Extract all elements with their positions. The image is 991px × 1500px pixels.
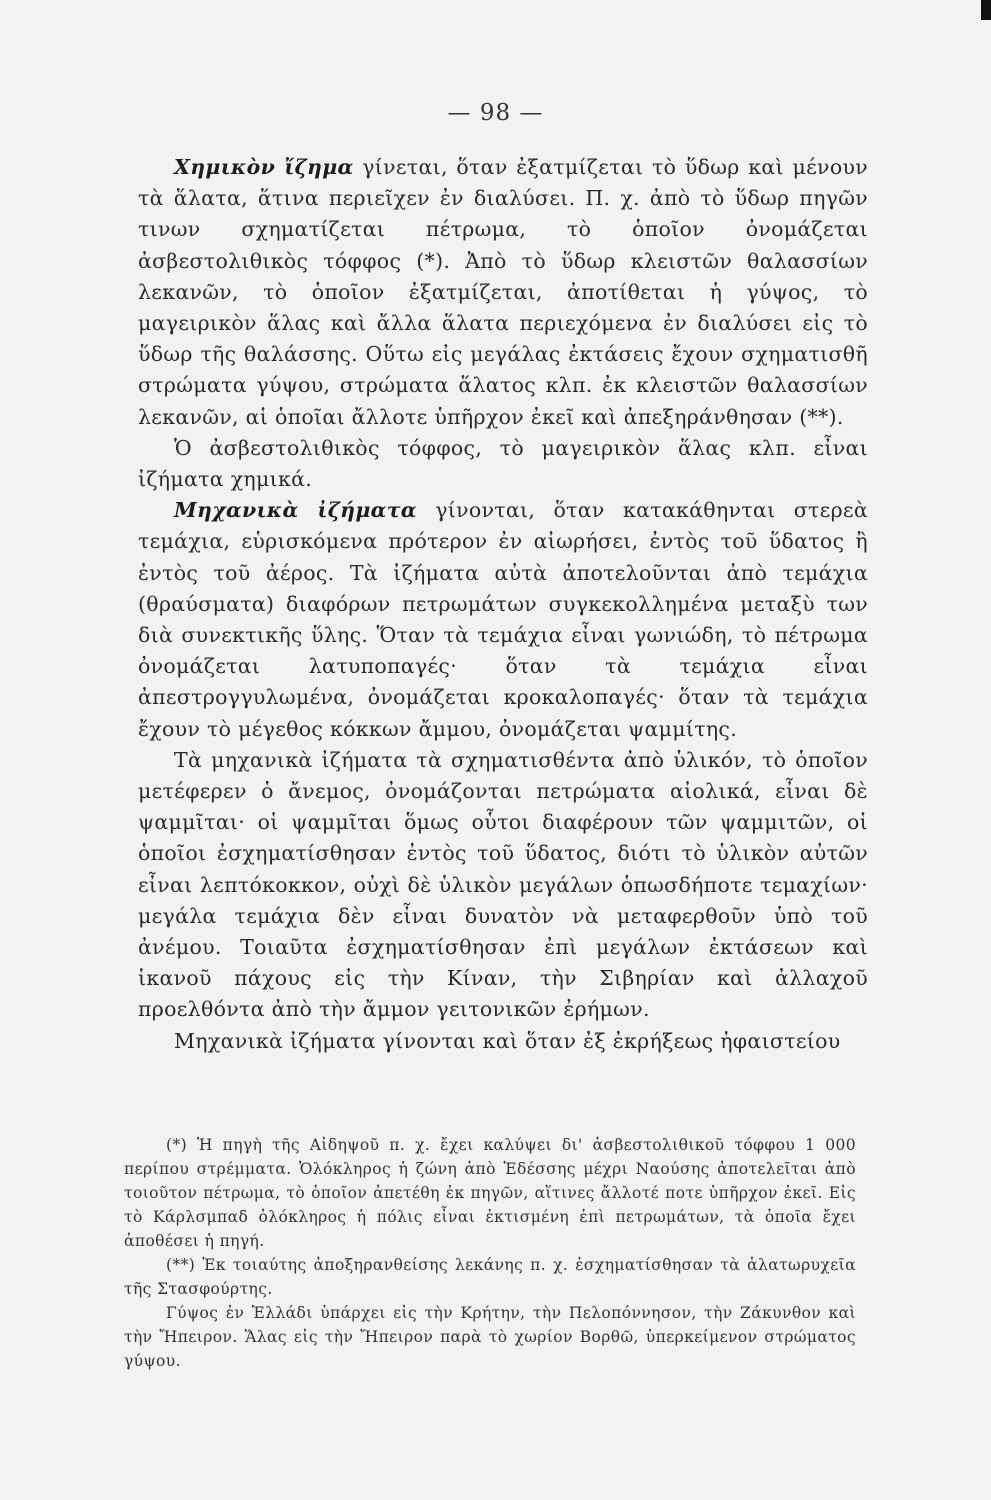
footnote-1: (*) Ἡ πηγὴ τῆς Αἰδηψοῦ π. χ. ἔχει καλύψει δι' ἀσβεστολιθικοῦ τόφφου 1 000 περίπου στρέμματα. Ὁλόκληρος ἡ ζώνη ἀπὸ Ἐδέσσης μέχρι Ναούσης ἀποτελεῖται ἀπὸ τοιοῦτον πέτρωμα, τὸ ὁποῖον ἀπετέθη ἐκ πηγῶν, αἵτινες ἄλλοτέ ποτε ὑπῆρχον ἐκεῖ. Εἰς τὸ Κάρλσμπαδ ὁλόκληρος ἡ πόλις εἶναι ἐκτισμένη ἐπὶ πετρωμάτων, τὰ ὁποῖα ἔχει ἀποθέσει ἡ πηγή. (124, 1136, 856, 1250)
footnote-2: (**) Ἐκ τοιαύτης ἀποξηρανθείσης λεκάνης π. χ. ἐσχηματίσθησαν τὰ ἁλατωρυχεῖα τῆς Στασφούρτης. (124, 1256, 856, 1298)
paragraph-volcanic (138, 1026, 868, 1057)
paragraph-examples (138, 433, 868, 495)
term-chemical-sediment: Χημικὸν ἴζημα (174, 155, 354, 179)
main-text (138, 152, 868, 1057)
scan-edge-mark (981, 0, 991, 20)
footnotes (124, 1133, 856, 1373)
paragraph-aeolian (138, 745, 868, 1026)
paragraph-text: γίνεται, ὅταν ἐξατμίζεται τὸ ὕδωρ καὶ μένουν τὰ ἅλατα, ἅτινα περιεῖχεν ἐν διαλύσει. Π. χ. ἀπὸ τὸ ὕδωρ πηγῶν τινων σχηματίζεται πέτρωμα, τὸ ὁποῖον ὀνομάζεται ἀσβεστολιθικὸς τόφφος (*). Ἀπὸ τὸ ὕδωρ κλειστῶν θαλασσίων λεκανῶν, τὸ ὁποῖον ἐξατμίζεται, ἀποτίθεται ἡ γύψος, τὸ μαγειρικὸν ἅλας καὶ ἄλλα ἅλατα περιεχόμενα ἐν διαλύσει εἰς τὸ ὕδωρ τῆς θαλάσσης. Οὕτω εἰς μεγάλας ἐκτάσεις ἔχουν σχηματισθῆ στρώματα γύψου, στρώματα ἅλατος κλπ. ἐκ κλειστῶν θαλασσίων λεκανῶν, αἱ ὁποῖαι ἄλλοτε ὑπῆρχον ἐκεῖ καὶ ἀπεξηράνθησαν (**). (138, 155, 868, 429)
paragraph-chemical-sediment (138, 152, 868, 433)
footnote-3: Γύψος ἐν Ἑλλάδι ὑπάρχει εἰς τὴν Κρήτην, τὴν Πελοπόννησον, τὴν Ζάκυνθον καὶ τὴν Ἤπειρον. Ἅλας εἰς τὴν Ἤπειρον παρὰ τὸ χωρίον Βορθῶ, ὑπερκείμενον στρώματος γύψου. (124, 1304, 856, 1370)
page-number: — 98 — (447, 100, 544, 126)
paragraph-text: Τὰ μηχανικὰ ἰζήματα τὰ σχηματισθέντα ἀπὸ ὑλικόν, τὸ ὁποῖον μετέφερεν ὁ ἄνεμος, ὀνομάζονται πετρώματα αἰολικά, εἶναι δὲ ψαμμῖται· οἱ ψαμμῖται ὅμως οὗτοι διαφέρουν τῶν ψαμμιτῶν, οἱ ὁποῖοι ἐσχηματίσθησαν ἐντὸς τοῦ ὕδατος, διότι τὸ ὑλικὸν αὐτῶν εἶναι λεπτόκοκκον, οὐχὶ δὲ ὑλικὸν μεγάλων ὁπωσδήποτε τεμαχίων· μεγάλα τεμάχια δὲν εἶναι δυνατὸν νὰ μεταφερθοῦν ὑπὸ τοῦ ἀνέμου. Τοιαῦτα ἐσχηματίσθησαν ἐπὶ μεγάλων ἐκτάσεων καὶ ἱκανοῦ πάχους εἰς τὴν Κίναν, τὴν Σιβηρίαν καὶ ἀλλαχοῦ προελθόντα ἀπὸ τὴν ἄμμον γειτονικῶν ἐρήμων. (138, 747, 868, 1022)
paragraph-text: Ὁ ἀσβεστολιθικὸς τόφφος, τὸ μαγειρικὸν ἅλας κλπ. εἶναι ἰζήματα χημικά. (138, 435, 868, 492)
paragraph-text: γίνονται, ὅταν κατακάθηνται στερεὰ τεμάχια, εὑρισκόμενα πρότερον ἐν αἰωρήσει, ἐντὸς τοῦ ὕδατος ἢ ἐντὸς τοῦ ἀέρος. Τὰ ἰζήματα αὐτὰ ἀποτελοῦνται ἀπὸ τεμάχια (θραύσματα) διαφόρων πετρωμάτων συγκεκολλημένα μεταξὺ των διὰ συνεκτικῆς ὕλης. Ὅταν τὰ τεμάχια εἶναι γωνιώδη, τὸ πέτρωμα ὀνομάζεται λατυποπαγές· ὅταν τὰ τεμάχια εἶναι ἀπεστρογγυλωμένα, ὀνομάζεται κροκαλοπαγές· ὅταν τὰ τεμάχια ἔχουν τὸ μέγεθος κόκκων ἄμμου, ὀνομάζεται ψαμμίτης. (138, 498, 868, 741)
paragraph-text: Μηχανικὰ ἰζήματα γίνονται καὶ ὅταν ἐξ ἐκρήξεως ἡφαιστείου (174, 1028, 841, 1053)
term-mechanical-sediment: Μηχανικὰ ἰζήματα (174, 498, 417, 523)
paragraph-mechanical-sediment (138, 495, 868, 745)
